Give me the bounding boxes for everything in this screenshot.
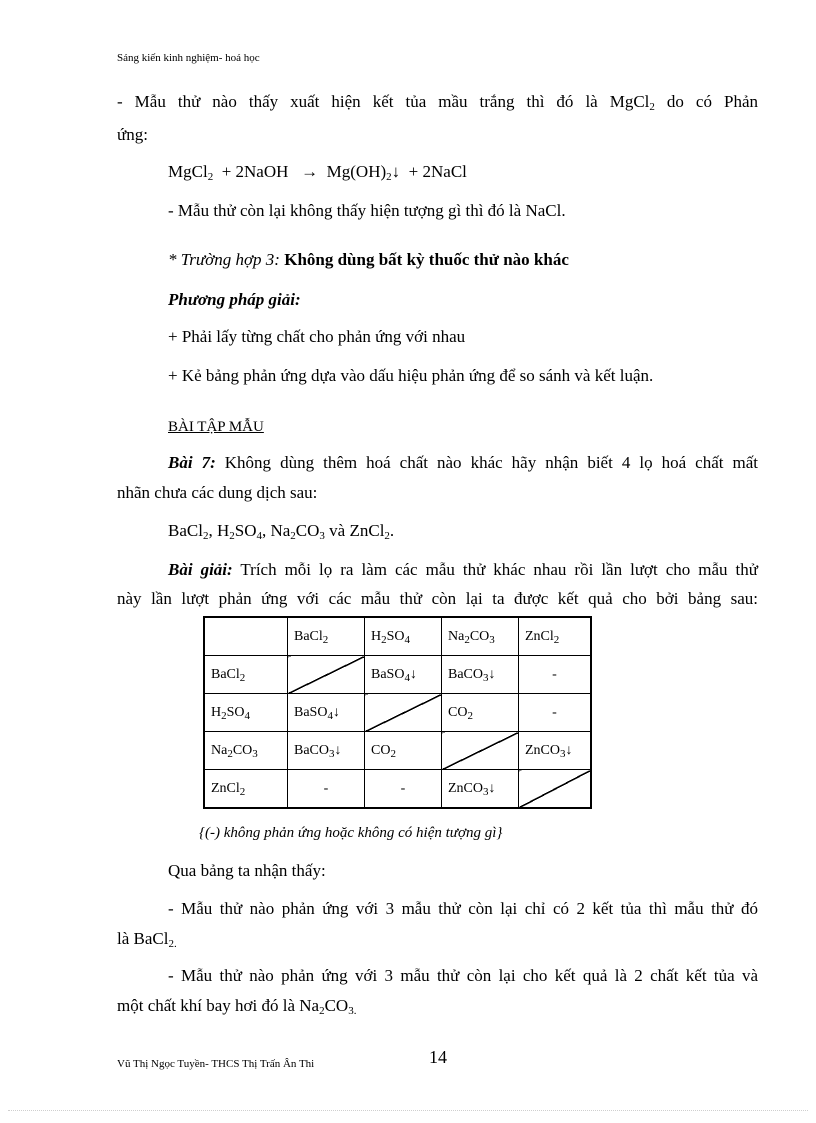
table-cell: - <box>365 770 442 809</box>
paragraph-line: ứng: <box>117 125 148 144</box>
section-heading: BÀI TẬP MẪU <box>168 419 264 435</box>
table-cell: $CO_2$ <box>365 732 442 770</box>
paragraph-line: - Mẫu thử nào thấy xuất hiện kết tủa mầu trắng thì đó là MgCl$_2$ do có Phản <box>117 92 758 113</box>
conclusion-line: là BaCl$_{2.}$ <box>117 929 177 950</box>
table-cell: ZnCl$_2$ <box>204 770 288 809</box>
table-cell: - <box>519 656 592 694</box>
table-row <box>204 694 591 732</box>
table-cell-diagonal <box>365 694 442 732</box>
table-cell: ZnCl$_2$ <box>519 617 592 656</box>
table-row <box>204 770 591 809</box>
paragraph-line: - Mẫu thử còn lại không thấy hiện tượng gì thì đó là NaCl. <box>168 201 566 220</box>
method-step: + Kẻ bảng phản ứng dựa vào dấu hiệu phản ứng để so sánh và kết luận. <box>168 366 654 385</box>
page-header: Sáng kiến kinh nghiệm- hoá học <box>117 52 260 64</box>
case-heading: * Trường hợp 3: Không dùng bất kỳ thuốc thử nào khác <box>168 250 569 269</box>
table-cell: $H_2SO_4$ <box>365 617 442 656</box>
table-row <box>204 732 591 770</box>
reaction-table <box>203 616 592 809</box>
table-cell-diagonal <box>442 732 519 770</box>
table-cell: BaSO$_4$↓ <box>288 694 365 732</box>
conclusion-line: - Mẫu thử nào phản ứng với 3 mẫu thử còn lại cho kết quả là 2 chất kết tủa và <box>168 966 758 985</box>
method-step: + Phải lấy từng chất cho phản ứng với nhau <box>168 327 466 346</box>
table-cell-diagonal <box>288 656 365 694</box>
page-number: 14 <box>429 1047 447 1067</box>
table-cell: ZnCO$_3$↓ <box>519 732 592 770</box>
table-cell: BaCl$_2$ <box>288 617 365 656</box>
table-cell: BaCO$_3$↓ <box>442 656 519 694</box>
table-row <box>204 617 591 656</box>
solution-line: Bài giải: Trích mỗi lọ ra làm các mẫu thử khác nhau rồi lần lượt cho mẫu thử <box>168 560 758 579</box>
exercise-line: Bài 7: Không dùng thêm hoá chất nào khác hãy nhận biết 4 lọ hoá chất mất <box>168 453 758 472</box>
table-cell: - <box>288 770 365 809</box>
conclusion-line: - Mẫu thử nào phản ứng với 3 mẫu thử còn lại chỉ có 2 kết tủa thì mẫu thử đó <box>168 899 758 918</box>
page-footer: Vũ Thị Ngọc Tuyền- THCS Thị Trấn Ân Thi <box>117 1058 315 1070</box>
table-cell: ZnCO$_3$↓ <box>442 770 519 809</box>
conclusion-line: một chất khí bay hơi đó là $Na_2CO_{3.}$ <box>117 996 357 1017</box>
table-cell: BaCO$_3$↓ <box>288 732 365 770</box>
chemical-list: BaCl$_2$, $H_2SO_4$, $Na_2CO_3$ và ZnCl$_2$. <box>168 521 395 542</box>
table-cell: $Na_2CO_3$ <box>442 617 519 656</box>
conclusion-intro: Qua bảng ta nhận thấy: <box>168 861 326 880</box>
page-bottom-border <box>8 1110 808 1111</box>
table-cell <box>204 617 288 656</box>
table-cell-diagonal <box>519 770 592 809</box>
table-cell: BaCl$_2$ <box>204 656 288 694</box>
table-note: {(-) không phản ứng hoặc không có hiện tượng gì} <box>199 825 503 841</box>
equation: MgCl$_2$ + 2NaOH → $Mg(OH)_2↓$ + 2NaCl <box>168 162 467 183</box>
table-cell: BaSO$_4$↓ <box>365 656 442 694</box>
table-cell: - <box>519 694 592 732</box>
table-cell: $H_2SO_4$ <box>204 694 288 732</box>
table-row <box>204 656 591 694</box>
table-cell: $CO_2$ <box>442 694 519 732</box>
solution-line: này lần lượt phản ứng với các mẫu thử còn lại ta được kết quả cho bởi bảng sau: <box>117 589 758 608</box>
table-cell: $Na_2CO_3$ <box>204 732 288 770</box>
method-title: Phương pháp giải: <box>168 290 301 309</box>
exercise-line: nhãn chưa các dung dịch sau: <box>117 483 318 502</box>
